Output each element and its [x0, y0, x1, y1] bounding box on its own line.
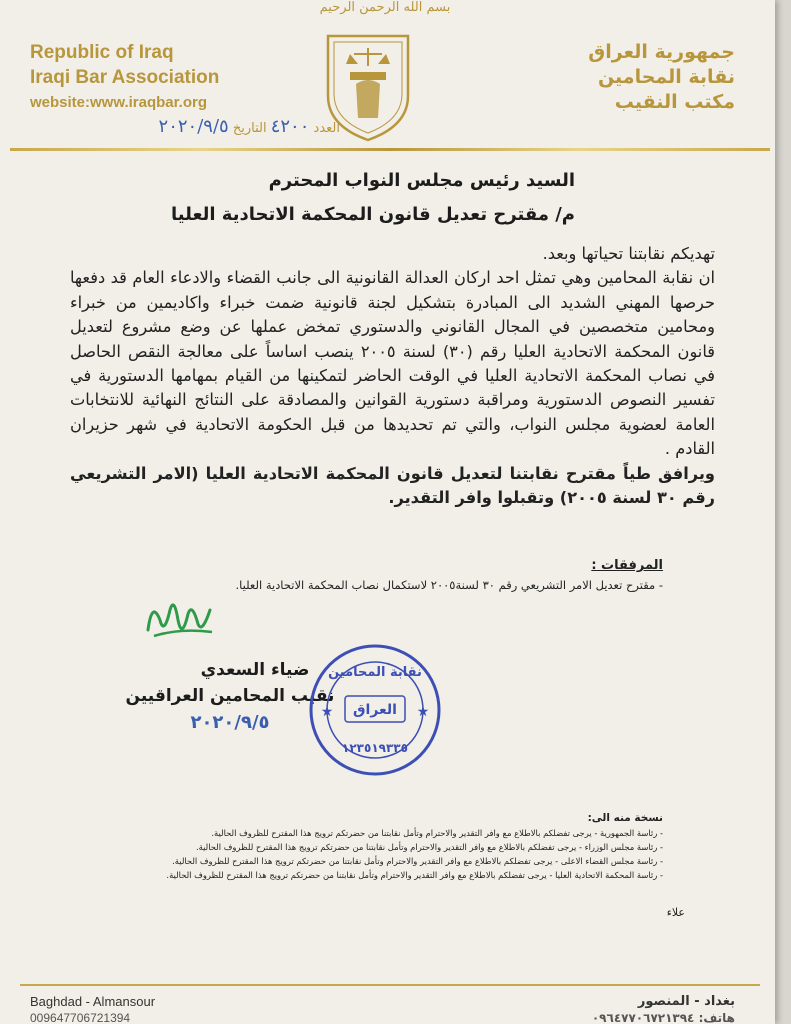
- body-paragraph: ان نقابة المحامين وهي تمثل احد اركان العدالة القانونية الى جانب القضاء والادعاء العام قد دفعها حرصها المهني الشديد الى المبادرة بتشكيل لجنة قانونية ضمت خبراء واكاديمين من خبراء ومحامين متخصصين في المجال القانوني والدستوري تمخض عملها عن وضع مشروع لتعديل قانون المحكمة الاتحادية العليا رقم (٣٠) لسنة ٢٠٠٥ ينصب اساساً على معالجة النقص الحاصل في نصاب المحكمة الاتحادية العليا في الوقت الحاضر لتمكينها من القيام بمهامها الدستورية في تفسير النصوص الدستورية ومراقبة دستورية القوانين والمصادقة على النتائج النهائية للانتخابات العامة لعضوية مجلس النواب، والتي تم تحديدها من قبل الحكومة الاتحادية في شهر حزيران القادم .: [70, 268, 715, 459]
- date-label: التاريخ: [232, 121, 267, 136]
- footer-divider: [20, 984, 760, 986]
- basmala: بسم الله الرحمن الرحيم: [319, 0, 451, 15]
- copies-item: - رئاسة الجمهورية - يرجى تفضلكم بالاطلاع مع وافر التقدير والاحترام وتأمل نقابتنا من حضرتكم ترويج هذا المقترح للظروف الحالية.: [211, 828, 663, 838]
- signatory-name: ضياء السعدي: [200, 660, 310, 680]
- copies-item: - رئاسة مجلس القضاء الاعلى - يرجى تفضلكم بالاطلاع مع وافر التقدير والاحترام وتأمل نقابتنا من حضرتكم ترويج هذا المقترح للظروف الحالية.: [172, 856, 663, 866]
- letter-body: [70, 242, 715, 510]
- footer-ar-address: بغداد - المنصور: [637, 994, 735, 1009]
- addressee: السيد رئيس مجلس النواب المحترم: [268, 170, 575, 191]
- letterhead-en-website: website:www.iraqbar.org: [30, 94, 207, 111]
- handwritten-signature: [140, 590, 220, 645]
- attachments-heading: المرفقات :: [591, 558, 663, 573]
- letterhead-ar-country: جمهورية العراق: [588, 41, 735, 63]
- date-value: ٢٠٢٠/٩/٥: [158, 116, 229, 137]
- reference-row: [40, 116, 340, 146]
- attachment-item: - مقترح تعديل الامر التشريعي رقم ٣٠ لسنة٢٠٠٥ لاستكمال نصاب المحكمة الاتحادية العليا.: [235, 578, 663, 592]
- footer-arabic: [592, 994, 735, 1024]
- footer-ar-phone: هاتف: ٠٩٦٤٧٧٠٦٧٢١٣٩٤: [591, 1011, 735, 1024]
- signatory-title: نقيب المحامين العراقيين: [125, 686, 335, 706]
- letterhead-en-org: Iraqi Bar Association: [30, 67, 220, 88]
- stamp-bottom-text: ١٢٣٥١٩٣٣٥: [342, 741, 408, 755]
- typist-initials: علاء: [666, 906, 685, 919]
- official-stamp: [305, 640, 445, 780]
- letterhead-ar-org: نقابة المحامين: [597, 66, 735, 88]
- stamp-top-text: نقابة المحامين: [328, 665, 422, 680]
- letterhead-en-country: Republic of Iraq: [30, 42, 174, 63]
- letterhead-arabic: [588, 40, 735, 115]
- closing-paragraph: ويرافق طياً مقترح نقابتنا لتعديل قانون المحكمة الاتحادية العليا (الامر التشريعي رقم ٣٠ لسنة ٢٠٠٥) وتقبلوا وافر التقدير.: [70, 463, 715, 508]
- letterhead-ar-office: مكتب النقيب: [614, 91, 735, 113]
- signatory-date-value: ٢٠٢٠/٩/٥: [190, 712, 270, 733]
- copies-item: - رئاسة المحكمة الاتحادية العليا - يرجى تفضلكم بالاطلاع مع وافر التقدير والاحترام وتأمل نقابتنا من حضرتكم ترويج هذا المقترح للظروف الحالية.: [166, 870, 663, 880]
- copies-list: [103, 826, 663, 882]
- subject-line: م/ مقترح تعديل قانون المحكمة الاتحادية العليا: [170, 204, 575, 225]
- stamp-center-text: العراق: [353, 702, 397, 718]
- ref-number: ٤٢٠٠: [270, 116, 310, 137]
- letterhead-english: [30, 40, 219, 115]
- header-divider: [10, 148, 770, 151]
- greeting: تهديكم نقابتنا تحياتها وبعد.: [542, 244, 715, 263]
- footer-english: [30, 994, 155, 1024]
- stamp-star-left-icon: ★: [320, 704, 334, 720]
- footer-en-address: Baghdad - Almansour: [30, 994, 156, 1009]
- copies-heading: نسخة منه الى:: [587, 812, 663, 824]
- footer-en-phone: 009647706721394: [30, 1011, 131, 1024]
- ref-label: العدد: [313, 121, 340, 136]
- stamp-star-right-icon: ★: [416, 704, 430, 720]
- copies-item: - رئاسة مجلس الوزراء - يرجى تفضلكم بالاطلاع مع وافر التقدير والاحترام وتأمل نقابتنا من حضرتكم ترويج هذا المقترح للظروف الحالية.: [195, 842, 663, 852]
